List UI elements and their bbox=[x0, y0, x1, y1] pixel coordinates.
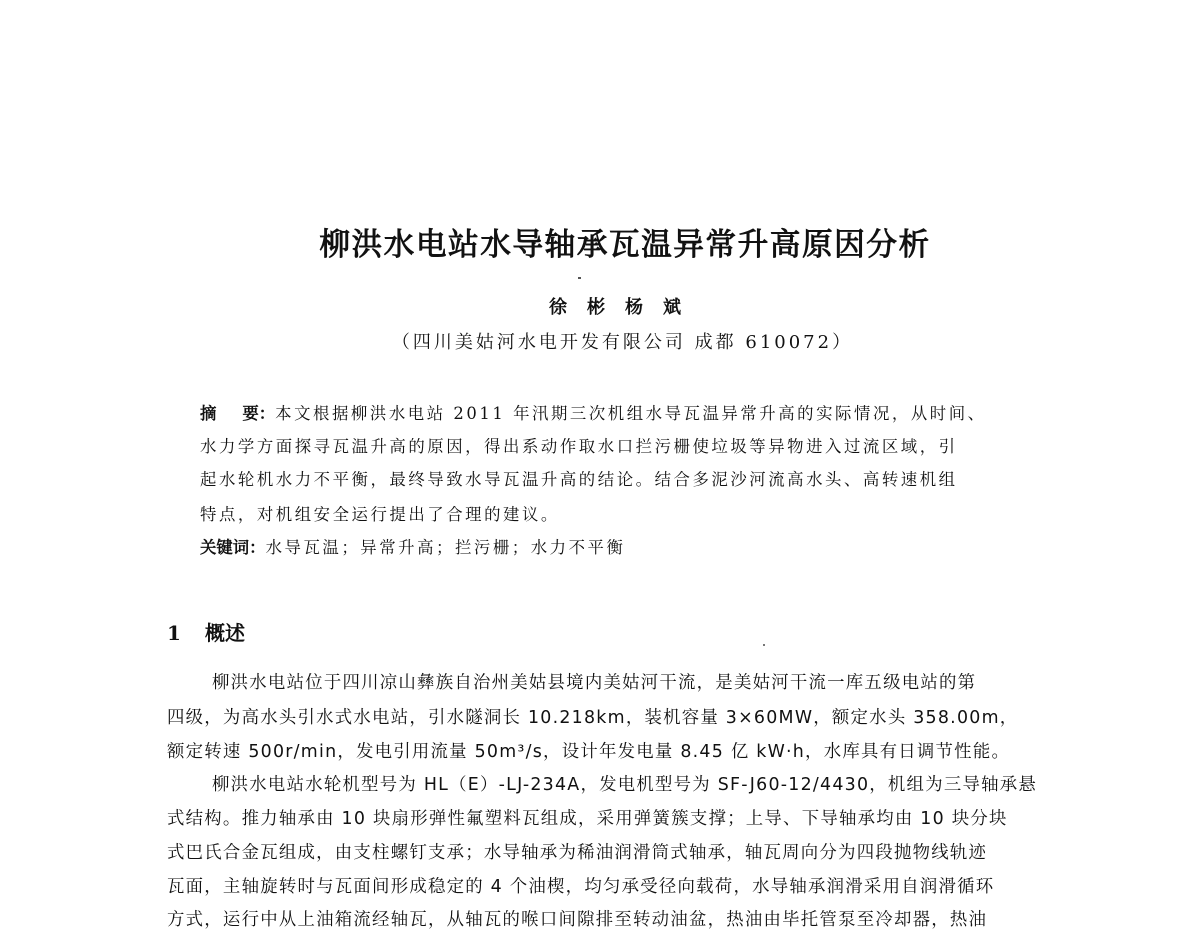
body-line: 式结构。推力轴承由 10 块扇形弹性氟塑料瓦组成，采用弹簧簇支撑；上导、下导轴承均由 10 块分块 bbox=[167, 809, 1008, 829]
abstract-line: 水力学方面探寻瓦温升高的原因，得出系动作取水口拦污栅使垃圾等异物进入过流区域，引 bbox=[200, 437, 958, 456]
abstract-line: 特点，对机组安全运行提出了合理的建议。 bbox=[200, 505, 560, 524]
body-line: 额定转速 500r/min，发电引用流量 50m³/s，设计年发电量 8.45 亿 kW·h，水库具有日调节性能。 bbox=[167, 742, 1011, 762]
author-names: 徐彬杨斌 bbox=[549, 297, 701, 318]
stray-mark bbox=[763, 644, 765, 646]
stray-mark bbox=[578, 277, 581, 279]
section-heading bbox=[167, 617, 245, 646]
abstract-text: 本文根据柳洪水电站 2011 年汛期三次机组水导瓦温异常升高的实际情况，从时间、 bbox=[275, 404, 987, 423]
keywords-text: 水导瓦温；异常升高；拦污栅；水力不平衡 bbox=[265, 538, 626, 557]
abstract-label-part1: 摘 bbox=[200, 404, 217, 423]
paper-title: 柳洪水电站水导轴承瓦温异常升高原因分析 bbox=[319, 227, 931, 263]
keywords-line bbox=[200, 534, 625, 558]
body-line: 四级，为高水头引水式水电站，引水隧洞长 10.218km，装机容量 3×60MW，额定水头 358.00m， bbox=[167, 708, 1019, 728]
body-line: 柳洪水电站水轮机型号为 HL（E）-LJ-234A，发电机型号为 SF-J60-12/4430，机组为三导轴承悬 bbox=[212, 775, 1038, 795]
body-line: 瓦面，主轴旋转时与瓦面间形成稳定的 4 个油楔，均匀承受径向载荷，水导轴承润滑采用自润滑循环 bbox=[167, 877, 995, 897]
author-affiliation: （四川美姑河水电开发有限公司 成都 610072） bbox=[391, 332, 854, 353]
body-line: 方式，运行中从上油箱流经轴瓦，从轴瓦的喉口间隙排至转动油盆，热油由毕托管泵至冷却器，热油 bbox=[167, 910, 988, 930]
body-line: 柳洪水电站位于四川凉山彝族自治州美姑县境内美姑河干流，是美姑河干流一库五级电站的第 bbox=[212, 673, 977, 693]
abstract-line: 起水轮机水力不平衡，最终导致水导瓦温升高的结论。结合多泥沙河流高水头、高转速机组 bbox=[200, 470, 958, 489]
body-line: 式巴氏合金瓦组成，由支柱螺钉支承；水导轴承为稀油润滑筒式轴承，轴瓦周向分为四段抛物线轨迹 bbox=[167, 843, 988, 863]
abstract-line bbox=[200, 400, 987, 424]
section-number: 1 bbox=[167, 621, 181, 645]
section-title: 概述 bbox=[205, 621, 245, 645]
abstract-label-part2: 要： bbox=[242, 404, 276, 423]
keywords-label: 关键词： bbox=[200, 538, 266, 557]
abstract-label bbox=[200, 404, 275, 423]
